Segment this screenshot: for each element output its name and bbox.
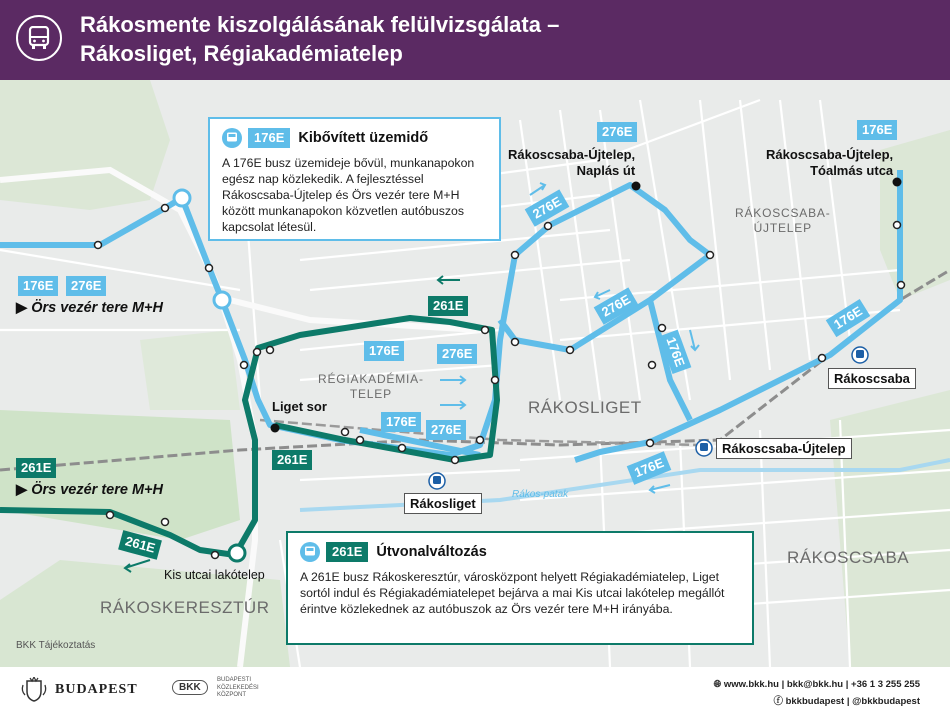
route-badge-276e-west: 276E — [66, 276, 106, 296]
route-badge-176e: 176E — [826, 299, 871, 337]
info-176e-badge: 176E — [248, 128, 290, 148]
title-line-1: Rákosmente kiszolgálásának felülvizsgálata – — [80, 12, 560, 37]
route-badge-276e: 276E — [597, 122, 637, 142]
district-rakoscsaba: RÁKOSCSABA — [787, 548, 910, 567]
route-badge-176e-west: 176E — [18, 276, 58, 296]
info-176e-title: Kibővített üzemidő — [298, 130, 429, 146]
route-badge-176e: 176E — [364, 341, 404, 361]
route-badge-276e: 276E — [594, 287, 639, 325]
budapest-logo-text: BUDAPEST — [55, 682, 138, 697]
bus-icon — [222, 128, 242, 148]
stop-naplas-ut: Rákoscsaba-Újtelep, Naplás út — [508, 147, 636, 178]
route-badge-176e: 176E — [857, 120, 897, 140]
route-badge-276e: 276E — [525, 189, 570, 227]
header-bar — [0, 0, 950, 80]
route-badge-176e: 176E — [381, 412, 421, 432]
info-box-176e — [208, 117, 501, 241]
info-261e-badge: 261E — [326, 542, 368, 562]
route-badge-261e: 261E — [118, 530, 162, 560]
district-rakoskeresztur: RÁKOSKERESZTÚR — [100, 598, 270, 617]
route-badge-276e: 276E — [437, 344, 477, 364]
route-badge-276e: 276E — [426, 420, 466, 440]
route-badge-261e: 261E — [272, 450, 312, 470]
destination-ors-1: ▶ Örs vezér tere M+H — [16, 300, 163, 316]
stop-liget-sor: Liget sor — [272, 399, 327, 414]
info-261e-text: A 261E busz Rákoskeresztúr, városközpont helyett Régiakadémiatelep, Liget sortól indul és Régiakadémiatelepet bejárva a mai Kis utcai lakótelep megállót érintve közlekednek az autóbuszok az Örs vezér tere M+H irányába. — [300, 570, 725, 616]
budapest-coat-of-arms-icon — [20, 677, 48, 703]
route-badge-261e: 261E — [428, 296, 468, 316]
bus-icon — [16, 15, 62, 61]
stop-kis-utcai: Kis utcai lakótelep — [164, 568, 265, 582]
district-regiakademiatelep: RÉGIAKADÉMIA- TELEP — [318, 372, 424, 401]
title-line-2: Rákosliget, Régiakadémiatelep — [80, 41, 403, 66]
footer — [0, 667, 950, 713]
bkk-logo: BKK — [172, 680, 208, 695]
info-box-261e — [286, 531, 754, 645]
page-title — [80, 10, 559, 68]
district-rakoscsaba-ujtelep: RÁKOSCSABA- ÚJTELEP — [735, 206, 831, 235]
stop-toalmas-utca: Rákoscsaba-Újtelep, Tóalmás utca — [766, 147, 894, 178]
info-261e-title: Útvonalváltozás — [376, 544, 487, 560]
creek-label: Rákos-patak — [512, 489, 569, 500]
map-area — [0, 80, 950, 667]
station-rakoscsaba-ujtelep: Rákoscsaba-Újtelep — [716, 438, 852, 459]
route-badge-176e: 176E — [627, 451, 672, 485]
credit-text: BKK Tájékoztatás — [16, 640, 96, 651]
contact-line-2: ⓕ bkkbudapest | @bkkbudapest — [773, 696, 920, 707]
route-badge-176e: 176E — [659, 330, 692, 375]
station-rakoscsaba: Rákoscsaba — [828, 368, 916, 389]
bus-icon — [300, 542, 320, 562]
info-176e-text: A 176E busz üzemideje bővül, munkanapokon egész nap közlekedik. A fejlesztéssel Rákoscsaba-Újtelep és Örs vezér tere M+H között munkanapokon közvetlen autóbuszos kapcsolat létesül. — [222, 156, 475, 234]
station-rakosliget: Rákosliget — [404, 493, 482, 514]
contact-line-1: 🌐︎ www.bkk.hu | bkk@bkk.hu | +36 1 3 255 255 — [713, 679, 920, 690]
district-rakosliget: RÁKOSLIGET — [528, 398, 642, 417]
bkk-full-name: BUDAPESTI KÖZLEKEDÉSI KÖZPONT — [217, 677, 259, 698]
destination-ors-2: ▶ Örs vezér tere M+H — [16, 482, 163, 498]
route-badge-261e-west: 261E — [16, 458, 56, 478]
